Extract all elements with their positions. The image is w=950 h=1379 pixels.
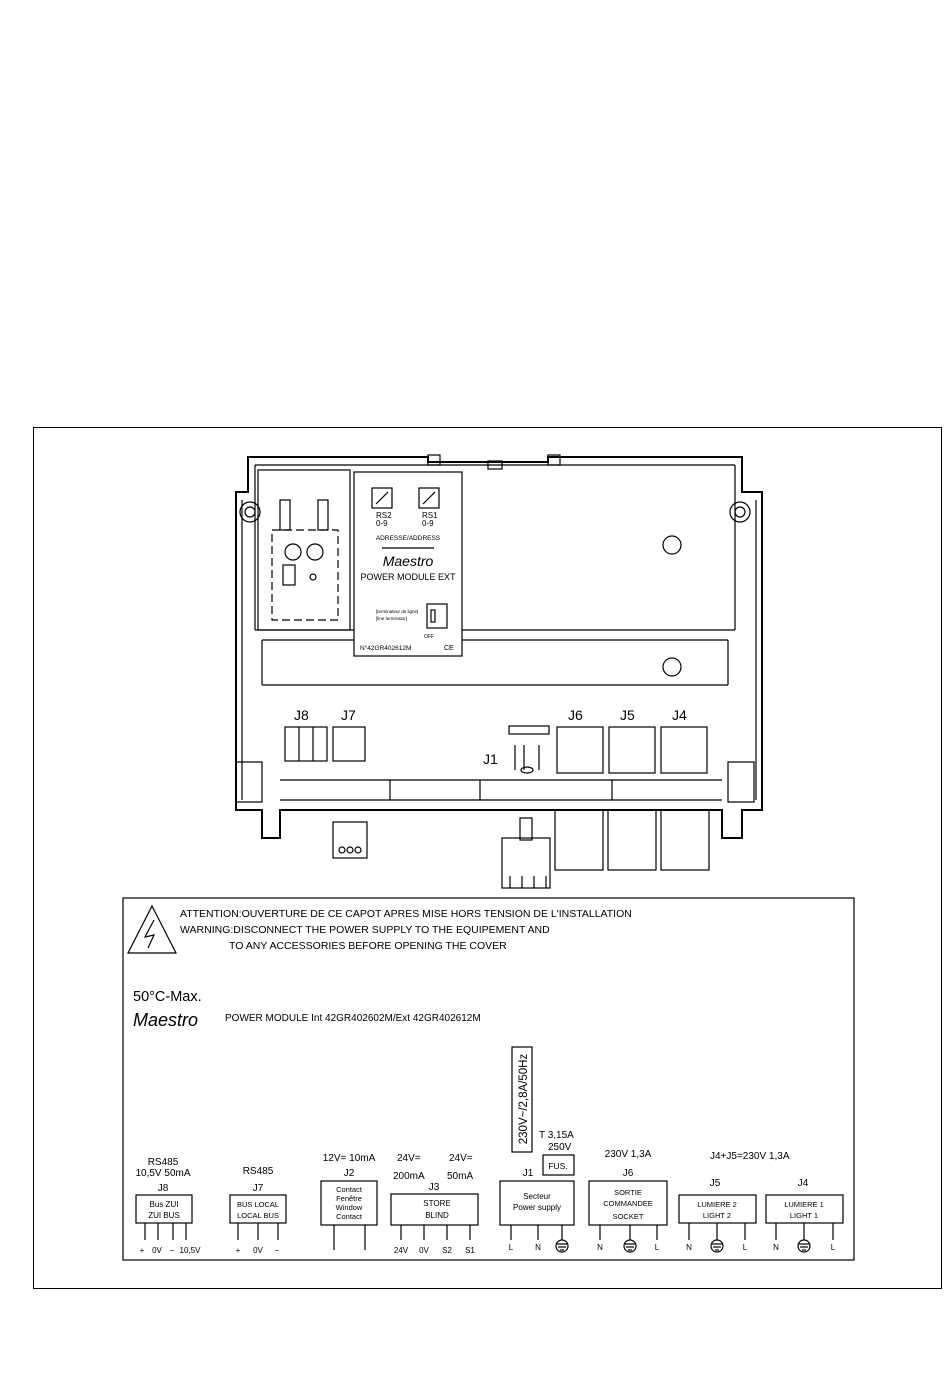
board-j4-label: J4 xyxy=(672,707,687,723)
j5-name: J5 xyxy=(709,1178,721,1189)
brand-logo: Maestro xyxy=(133,1010,199,1030)
j3-box-line-2: BLIND xyxy=(425,1211,449,1220)
j6-pin-1: N xyxy=(597,1243,603,1252)
terminal-j2 xyxy=(321,1153,377,1250)
j8-rating: 10,5V 50mA xyxy=(135,1168,191,1179)
j5-pin-2: L xyxy=(742,1243,748,1252)
fuse-rating-2: 250V xyxy=(548,1142,572,1153)
j6-box-line-1: SORTIE xyxy=(614,1188,642,1197)
switch-off-label: OFF xyxy=(424,634,434,640)
j5-box-line-2: LIGHT 2 xyxy=(702,1211,732,1220)
j7-box-line-2: LOCAL BUS xyxy=(237,1211,279,1220)
j2-box-line-3: Window xyxy=(335,1203,363,1212)
board-j8-label: J8 xyxy=(294,707,309,723)
rs1-label: RS1 xyxy=(422,511,438,520)
j8-name: J8 xyxy=(157,1183,169,1194)
j1-pin-1: L xyxy=(508,1243,514,1252)
switch-note-1: [terminateur de ligne] xyxy=(376,609,419,614)
j7-name: J7 xyxy=(252,1183,264,1194)
max-temperature: 50°C-Max. xyxy=(133,989,202,1005)
j7-pin-2: 0V xyxy=(253,1246,263,1255)
j8-pin-1: + xyxy=(139,1246,145,1255)
j3-pin-1: 24V xyxy=(393,1246,409,1255)
terminal-j7 xyxy=(230,1166,286,1255)
j4-pin-2: L xyxy=(830,1243,836,1252)
j8-pin-4: 10,5V xyxy=(179,1246,201,1255)
label-panel xyxy=(123,898,854,1260)
j4-name: J4 xyxy=(797,1178,809,1189)
j7-pin-1: + xyxy=(235,1246,241,1255)
rs2-label: RS2 xyxy=(376,511,392,520)
terminal-j6 xyxy=(589,1149,667,1252)
rs1-range: 0-9 xyxy=(422,519,434,528)
j2-rating: 12V= 10mA xyxy=(322,1153,376,1164)
j8-pin-3: − xyxy=(169,1246,175,1255)
j2-box-line-4: Contact xyxy=(336,1212,362,1221)
j8-box-line-1: Bus ZUI xyxy=(149,1200,179,1209)
j5-pin-1: N xyxy=(686,1243,692,1252)
j7-pin-3: − xyxy=(274,1246,280,1255)
j3-pin-3: S2 xyxy=(442,1246,452,1255)
j6-box-line-3: SOCKET xyxy=(612,1212,644,1221)
warning-icon xyxy=(128,906,176,953)
j1-name: J1 xyxy=(522,1168,534,1179)
j3-current-b: 50mA xyxy=(447,1171,474,1182)
j5-earth-icon xyxy=(711,1240,723,1252)
terminal-j5 xyxy=(679,1178,756,1252)
j5-box-line-1: LUMIERE 2 xyxy=(697,1200,737,1209)
plate-brand-logo: Maestro xyxy=(382,553,434,569)
j4-pin-1: N xyxy=(773,1243,779,1252)
j8-box-line-2: ZUI BUS xyxy=(148,1211,180,1220)
board-j5-label: J5 xyxy=(620,707,635,723)
j4-box-line-2: LIGHT 1 xyxy=(789,1211,819,1220)
j3-current-a: 200mA xyxy=(393,1171,425,1182)
j6-pin-2: L xyxy=(654,1243,660,1252)
board-j6-label: J6 xyxy=(568,707,583,723)
combined-rating: J4+J5=230V 1,3A xyxy=(710,1151,790,1162)
j3-pin-2: 0V xyxy=(419,1246,429,1255)
j2-box-line-2: Fenêtre xyxy=(336,1194,362,1203)
terminal-j8 xyxy=(135,1157,201,1255)
product-line: POWER MODULE Int 42GR402602M/Ext 42GR402612M xyxy=(225,1013,481,1024)
supply-rating: 230V~/2,8A/50Hz xyxy=(518,1053,530,1145)
j4-earth-icon xyxy=(798,1240,810,1252)
j4-box-line-1: LUMIERE 1 xyxy=(784,1200,824,1209)
part-number: N°42GR402612M xyxy=(360,645,412,652)
j2-box-line-1: Contact xyxy=(336,1185,362,1194)
rs2-range: 0-9 xyxy=(376,519,388,528)
plate-product-name: POWER MODULE EXT xyxy=(360,572,456,582)
j1-box-line-2: Power supply xyxy=(512,1203,562,1212)
j6-rating: 230V 1,3A xyxy=(604,1149,652,1160)
j8-pin-2: 0V xyxy=(152,1246,162,1255)
switch-note-2: [line terminator] xyxy=(376,616,408,621)
j3-voltage-a: 24V= xyxy=(397,1153,421,1164)
warning-line-1: ATTENTION:OUVERTURE DE CE CAPOT APRES MISE HORS TENSION DE L'INSTALLATION xyxy=(180,908,632,920)
j6-earth-icon xyxy=(624,1240,636,1252)
j6-name: J6 xyxy=(622,1168,634,1179)
terminal-j4 xyxy=(766,1178,843,1252)
board-j1-label: J1 xyxy=(483,751,498,767)
j7-protocol: RS485 xyxy=(242,1166,274,1177)
terminal-j1 xyxy=(500,1168,574,1252)
j3-name: J3 xyxy=(428,1182,440,1193)
j2-name: J2 xyxy=(343,1168,355,1179)
j1-box-line-1: Secteur xyxy=(523,1192,551,1201)
j6-box-line-2: COMMANDEE xyxy=(603,1199,653,1208)
terminal-j3 xyxy=(391,1153,478,1255)
j7-box-line-1: BUS LOCAL xyxy=(236,1200,280,1209)
j8-protocol: RS485 xyxy=(147,1157,179,1168)
ce-mark: CE xyxy=(444,645,454,652)
module-housing xyxy=(236,455,762,838)
fuse-label: FUS. xyxy=(548,1161,568,1171)
warning-line-2: WARNING:DISCONNECT THE POWER SUPPLY TO THE EQUIPEMENT AND xyxy=(180,924,550,936)
j1-earth-icon xyxy=(556,1240,568,1252)
warning-line-3: TO ANY ACCESSORIES BEFORE OPENING THE COVER xyxy=(229,940,507,952)
j3-pin-4: S1 xyxy=(465,1246,475,1255)
fuse-rating-1: T 3,15A xyxy=(539,1130,574,1141)
board-connectors xyxy=(285,707,709,888)
board-j7-label: J7 xyxy=(341,707,356,723)
j3-box-line-1: STORE xyxy=(423,1199,451,1208)
address-label: ADRESSE/ADDRESS xyxy=(375,535,441,542)
j1-pin-2: N xyxy=(535,1243,541,1252)
j3-voltage-b: 24V= xyxy=(449,1153,473,1164)
module-label-plate xyxy=(354,472,462,656)
